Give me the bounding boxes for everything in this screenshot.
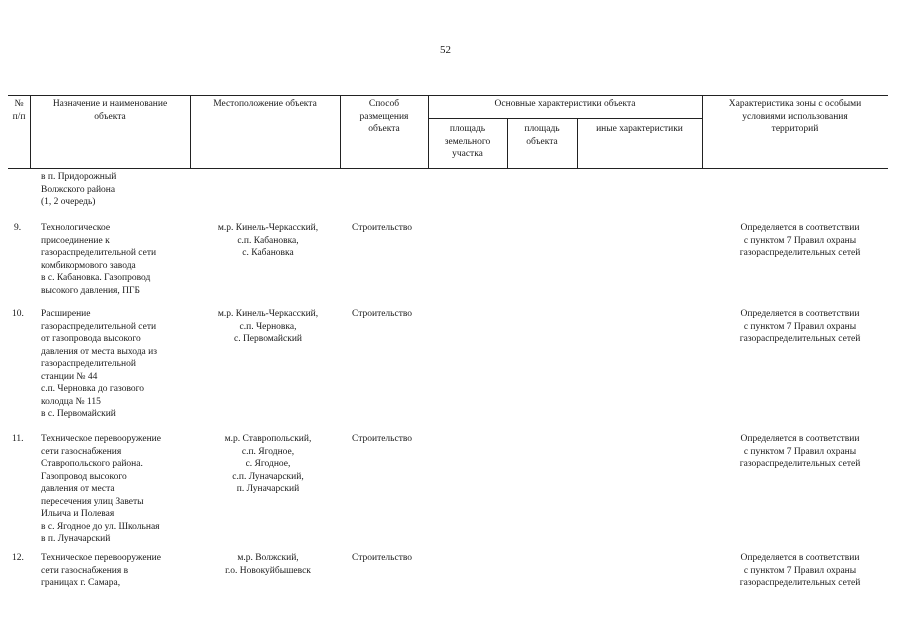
header-method: Способ размещения объекта xyxy=(359,99,409,134)
header-land-area: площадь земельного участка xyxy=(444,124,491,159)
row-12-zone: Определяется в соответствии с пунктом 7 Правил охраны газораспределительных сетей xyxy=(739,553,861,588)
row-11-name: Техническое перевооружение сети газоснабжения Ставропольского района. Газопровод высокого давления от места пересечения улиц Заветы Ильича и Полевая в с. Ягодное до ул. Школьная в п. Луначарский xyxy=(41,434,161,544)
row-9-location: м.р. Кинель-Черкасский, с.п. Кабановка, с. Кабановка xyxy=(217,223,319,258)
continuation-name: в п. Придорожный Волжского района (1, 2 очередь) xyxy=(41,172,117,207)
row-11-location: м.р. Ставропольский, с.п. Ягодное, с. Ягодное, с.п. Луначарский, п. Луначарский xyxy=(224,434,312,494)
row-11-method: Строительство xyxy=(352,434,413,444)
row-10-method: Строительство xyxy=(352,309,413,319)
header-name: Назначение и наименование объекта xyxy=(52,99,168,122)
header-other-characteristics: иные характеристики xyxy=(596,124,683,134)
row-12-number: 12. xyxy=(12,553,24,563)
row-12-location: м.р. Волжский, г.о. Новокуйбышевск xyxy=(225,553,311,576)
table-top-rule xyxy=(8,95,888,96)
subheader-rule xyxy=(428,118,702,119)
row-10-name: Расширение газораспределительной сети от газопровода высокого давления от места выхода из газораспределительной станции № 44 с.п. Черновка до газового колодца № 115 в с. Первомайский xyxy=(41,309,157,419)
row-10-zone: Определяется в соответствии с пунктом 7 Правил охраны газораспределительных сетей xyxy=(739,309,861,344)
header-object-area: площадь объекта xyxy=(524,124,560,147)
header-num: № п/п xyxy=(12,99,26,122)
row-9-name: Технологическое присоединение к газораспределительной сети комбикормового завода в с. Кабановка. Газопровод высокого давления, ПГБ xyxy=(41,223,157,296)
row-12-name: Техническое перевооружение сети газоснабжения в границах г. Самара, xyxy=(41,553,161,588)
header-bottom-rule xyxy=(8,168,888,169)
row-9-method: Строительство xyxy=(352,223,413,233)
row-10-number: 10. xyxy=(12,309,24,319)
row-10-location: м.р. Кинель-Черкасский, с.п. Черновка, с. Первомайский xyxy=(217,309,319,344)
header-main-characteristics: Основные характеристики объекта xyxy=(494,99,636,109)
row-12-method: Строительство xyxy=(352,553,413,563)
header-zone: Характеристика зоны с особыми условиями использования территорий xyxy=(728,99,862,134)
row-9-number: 9. xyxy=(14,223,22,233)
row-9-zone: Определяется в соответствии с пунктом 7 Правил охраны газораспределительных сетей xyxy=(739,223,861,258)
header-location: Местоположение объекта xyxy=(213,99,317,109)
row-11-number: 11. xyxy=(12,434,24,444)
page-number: 52 xyxy=(440,44,451,56)
row-11-zone: Определяется в соответствии с пунктом 7 Правил охраны газораспределительных сетей xyxy=(739,434,861,469)
